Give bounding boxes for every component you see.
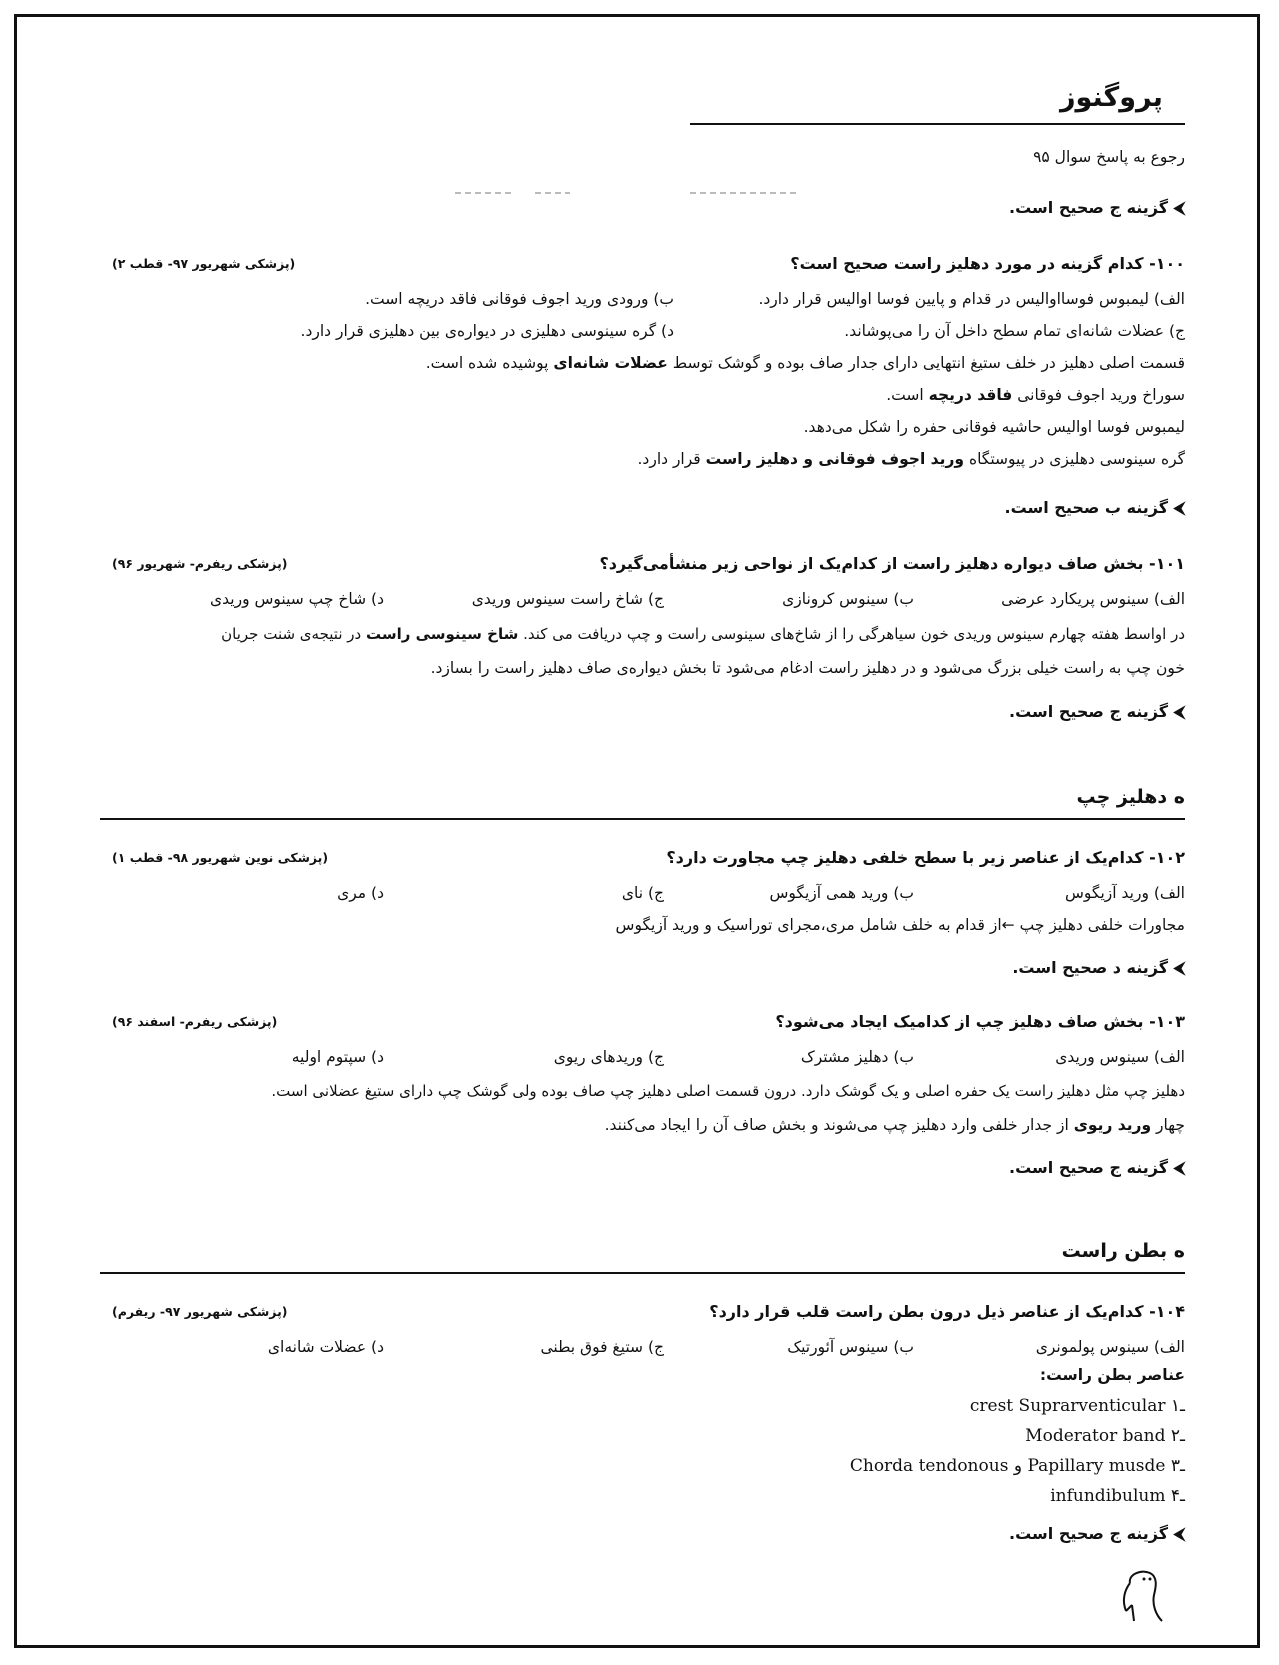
option-c-100: ج) عضلات شانه‌ای تمام سطح داخل آن را می‌پوشاند.	[844, 322, 1185, 340]
brand-logo: پروگنوز	[1060, 82, 1163, 113]
answer-99: ⮜ گزینه ج صحیح است.	[1009, 198, 1185, 217]
option-d-102: د) مری	[337, 884, 384, 902]
option-a-102: الف) ورید آزیگوس	[1065, 884, 1185, 902]
explanation-100-line4: گره سینوسی دهلیزی در پیوستگاه ورید اجوف فوقانی و دهلیز راست قرار دارد.	[637, 450, 1185, 468]
list-item: infundibulum ـ۴	[1050, 1486, 1185, 1506]
explanation-103-line1: دهلیز چپ مثل دهلیز راست یک حفره اصلی و یک گوشک دارد. درون قسمت اصلی دهلیز چپ صاف بوده ولی گوشک چپ دارای ستیغ عضلانی است.	[271, 1082, 1185, 1100]
option-a-104: الف) سینوس پولمونری	[1035, 1338, 1185, 1356]
section-title-right-ventricle: ه بطن راست	[1061, 1240, 1185, 1262]
faint-mark	[535, 192, 570, 194]
question-101: ۱۰۱- بخش صاف دیواره دهلیز راست از کدام‌یک از نواحی زیر منشأمی‌گیرد؟	[599, 554, 1185, 573]
section-rule	[100, 1272, 1185, 1274]
explanation-100-line1: قسمت اصلی دهلیز در خلف ستیغ انتهایی دارای جدار صاف بوده و گوشک توسط عضلات شانه‌ای پوشیده شده است.	[425, 354, 1185, 372]
section-rule	[100, 818, 1185, 820]
answer-101: ⮜ گزینه ج صحیح است.	[1009, 702, 1185, 721]
answer-103: ⮜ گزینه ج صحیح است.	[1009, 1158, 1185, 1177]
option-c-101: ج) شاخ راست سینوس وریدی	[471, 590, 664, 608]
question-102: ۱۰۲- کدام‌یک از عناصر زیر با سطح خلفی دهلیز چپ مجاورت دارد؟	[666, 848, 1185, 867]
explanation-101-line1: در اواسط هفته چهارم سینوس وریدی خون سیاهرگی را از شاخ‌های سینوسی راست و چپ دریافت می کند. شاخ سینوسی راست در نتیجه‌ی شنت جریان	[221, 625, 1185, 643]
header-rule	[690, 123, 1185, 125]
option-b-101: ب) سینوس کرونازی	[782, 590, 914, 608]
explanation-102-line1: مجاورات خلفی دهلیز چپ ←از قدام به خلف شامل مری،مجرای توراسیک و ورید آزیگوس	[615, 916, 1185, 934]
section-title-left-atrium: ه دهلیز چپ	[1076, 786, 1185, 808]
list-item: crest Suprarventicular ـ۱	[969, 1396, 1185, 1416]
option-d-104: د) عضلات شانه‌ای	[267, 1338, 384, 1356]
option-b-102: ب) ورید همی آزیگوس	[769, 884, 914, 902]
list-item: Moderator band ـ۲	[1025, 1426, 1185, 1446]
explanation-100-line3: لیمبوس فوسا اوالیس حاشیه فوقانی حفره را شکل می‌دهد.	[803, 418, 1185, 436]
option-b-104: ب) سینوس آئورتیک	[787, 1338, 914, 1356]
faint-mark	[690, 192, 800, 194]
source-104: (پزشکی شهریور ۹۷- ریفرم)	[112, 1304, 288, 1319]
source-103: (پزشکی ریفرم- اسفند ۹۶)	[112, 1014, 278, 1029]
option-d-100: د) گره سینوسی دهلیزی در دیواره‌ی بین دهلیزی قرار دارد.	[300, 322, 674, 340]
list-title: عناصر بطن راست:	[1039, 1366, 1185, 1384]
option-c-102: ج) نای	[621, 884, 664, 902]
option-c-104: ج) ستیغ فوق بطنی	[540, 1338, 664, 1356]
explanation-100-line2: سوراخ ورید اجوف فوقانی فاقد دریچه است.	[886, 386, 1185, 404]
source-100: (پزشکی شهریور ۹۷- قطب ۲)	[112, 256, 296, 271]
question-100: ۱۰۰- کدام گزینه در مورد دهلیز راست صحیح است؟	[790, 254, 1185, 273]
explanation-103-line2: چهار ورید ریوی از جدار خلفی وارد دهلیز چپ می‌شوند و بخش صاف آن را ایجاد می‌کنند.	[604, 1116, 1185, 1134]
option-c-103: ج) وریدهای ریوی	[553, 1048, 664, 1066]
option-a-101: الف) سینوس پریکارد عرضی	[1001, 590, 1185, 608]
ref-intro: رجوع به پاسخ سوال ۹۵	[1033, 148, 1185, 166]
faint-mark	[455, 192, 515, 194]
source-102: (پزشکی نوین شهریور ۹۸- قطب ۱)	[112, 850, 329, 865]
list-item: Chorda tendonous و Papillary musde ـ۳	[849, 1456, 1185, 1476]
explanation-101-line2: خون چپ به راست خیلی بزرگ می‌شود و در دهلیز راست ادغام می‌شود تا بخش دیواره‌ی صاف دهلیز راست را بسازد.	[430, 659, 1185, 677]
answer-104: ⮜ گزینه ج صحیح است.	[1009, 1524, 1185, 1543]
option-b-103: ب) دهلیز مشترک	[800, 1048, 914, 1066]
option-a-103: الف) سینوس وریدی	[1055, 1048, 1185, 1066]
handwritten-mark-icon	[1110, 1565, 1190, 1625]
option-b-100: ب) ورودی ورید اجوف فوقانی فاقد دریچه است.	[365, 290, 674, 308]
answer-100: ⮜ گزینه ب صحیح است.	[1004, 498, 1185, 517]
source-101: (پزشکی ریفرم- شهریور ۹۶)	[112, 556, 288, 571]
option-a-100: الف) لیمبوس فوسااوالیس در قدام و پایین فوسا اوالیس قرار دارد.	[758, 290, 1185, 308]
option-d-103: د) سپتوم اولیه	[291, 1048, 384, 1066]
option-d-101: د) شاخ چپ سینوس وریدی	[210, 590, 384, 608]
question-103: ۱۰۳- بخش صاف دهلیز چپ از کدامیک ایجاد می‌شود؟	[775, 1012, 1185, 1031]
answer-102: ⮜ گزینه د صحیح است.	[1012, 958, 1185, 977]
question-104: ۱۰۴- کدام‌یک از عناصر ذیل درون بطن راست قلب قرار دارد؟	[709, 1302, 1185, 1321]
